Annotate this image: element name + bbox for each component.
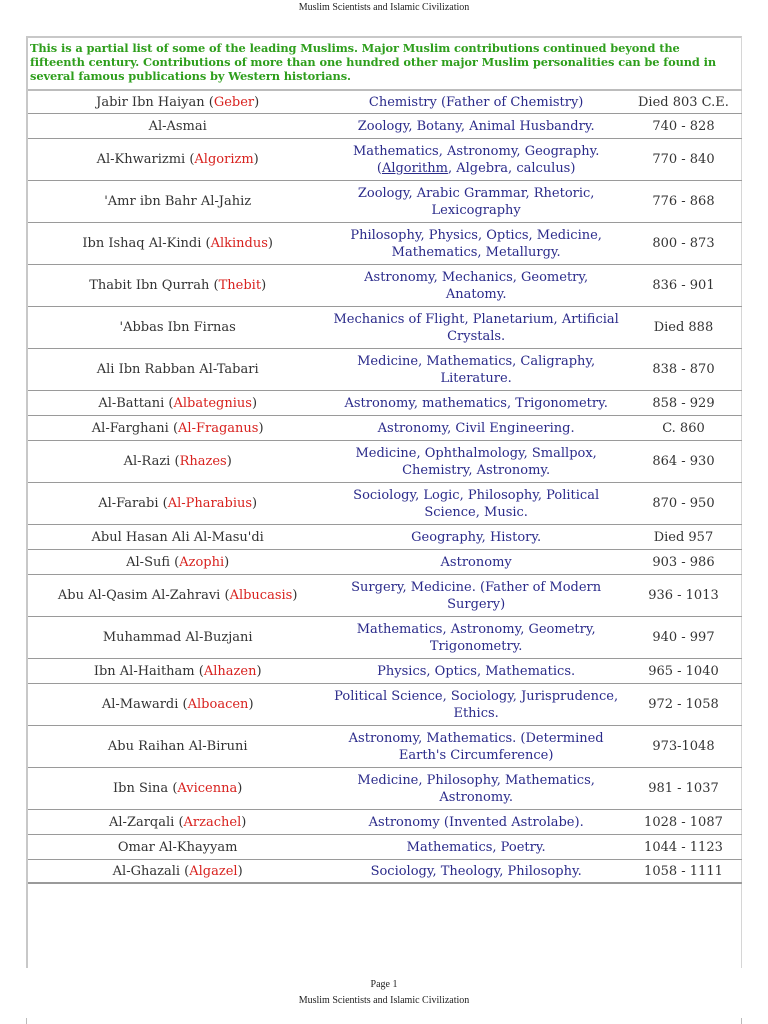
intro-note: This is a partial list of some of the leading Muslims. Major Muslim contributions continued beyond the fifteenth century. Contributions of more than one hundred other major Muslim personalities can be found in several famous publications by Western historians. [30, 41, 717, 83]
name-text: 'Abbas Ibn Firnas [119, 320, 236, 335]
table-row [28, 574, 742, 616]
contribution-field [327, 658, 625, 683]
life-dates: Died 957 [625, 524, 742, 549]
contribution-field [327, 138, 625, 180]
life-dates: 1044 - 1123 [625, 834, 742, 859]
table-row [28, 180, 742, 222]
life-dates: 858 - 929 [625, 390, 742, 415]
field-text: Zoology, Botany, Animal Husbandry. [357, 118, 595, 134]
table-row [28, 683, 742, 725]
contribution-field [327, 306, 625, 348]
field-text: Mathematics, Astronomy, Geometry, Trigonometry. [356, 621, 596, 654]
contribution-field [327, 482, 625, 524]
name-text: Jabir Ibn Haiyan [96, 94, 205, 110]
page-footer: Muslim Scientists and Islamic Civilization [298, 995, 470, 1006]
name-text: Abul Hasan Ali Al-Masu'di [91, 529, 264, 545]
contribution-field [327, 524, 625, 549]
scientist-name [28, 180, 327, 222]
name-text: Thabit Ibn Qurrah [89, 278, 210, 293]
scientist-name [28, 524, 327, 549]
latin-name: Al-Fraganus [178, 420, 259, 436]
table-row [28, 482, 742, 524]
latin-name: Al-Pharabius [167, 496, 253, 511]
scientist-name [28, 306, 327, 348]
field-text: Astronomy, Civil Engineering. [377, 420, 575, 436]
scientist-name: Al-Farghani (Al-Fraganus) [28, 415, 327, 440]
latin-name: Albucasis [229, 588, 293, 603]
scientists-table [28, 89, 742, 884]
field-text: Zoology, Arabic Grammar, Rhetoric, Lexicography [357, 185, 595, 218]
scientist-name: Al-Mawardi (Alboacen) [28, 683, 327, 725]
life-dates: 965 - 1040 [625, 658, 742, 683]
contribution-field [327, 859, 625, 884]
table-row [28, 440, 742, 482]
scientist-name: Ibn Sina (Avicenna) [28, 767, 327, 809]
life-dates: Died 888 [625, 306, 742, 348]
field-text: Astronomy, mathematics, Trigonometry. [344, 395, 608, 411]
contribution-field [327, 549, 625, 574]
table-row [28, 524, 742, 549]
field-text: Mechanics of Flight, Planetarium, Artificial Crystals. [333, 311, 619, 344]
field-text: Physics, Optics, Mathematics. [377, 663, 576, 679]
name-text: Omar Al-Khayyam [117, 839, 238, 855]
scientist-name: Ibn Ishaq Al-Kindi (Alkindus) [28, 222, 327, 264]
name-text: Al-Sufi [126, 554, 171, 570]
field-text: Astronomy (Invented Astrolabe). [368, 814, 584, 830]
field-text: Medicine, Mathematics, Caligraphy, Literature. [357, 353, 596, 386]
life-dates: 1028 - 1087 [625, 809, 742, 834]
field-text: Mathematics, Astronomy, Geography. [352, 143, 600, 159]
life-dates: 740 - 828 [625, 113, 742, 138]
name-text: Ibn Ishaq Al-Kindi [82, 236, 202, 251]
life-dates: 936 - 1013 [625, 574, 742, 616]
scientist-name [28, 834, 327, 859]
name-text: Al-Razi [123, 454, 171, 469]
contribution-field [327, 440, 625, 482]
life-dates: 836 - 901 [625, 264, 742, 306]
contribution-field [327, 809, 625, 834]
table-row [28, 725, 742, 767]
contribution-field [327, 574, 625, 616]
table-row [28, 348, 742, 390]
field-text: Mathematics, Poetry. [406, 839, 546, 855]
life-dates: C. 860 [625, 415, 742, 440]
latin-name: Rhazes [179, 454, 227, 469]
scientist-name: Abu Al-Qasim Al-Zahravi (Albucasis) [28, 574, 327, 616]
life-dates: 1058 - 1111 [625, 859, 742, 884]
scientist-name: Al-Khwarizmi (Algorizm) [28, 138, 327, 180]
table-row [28, 809, 742, 834]
scientist-name: Al-Zarqali (Arzachel) [28, 809, 327, 834]
field-text: Chemistry (Father of Chemistry) [368, 94, 584, 110]
field-text: Sociology, Logic, Philosophy, Political Science, Music. [353, 487, 600, 520]
field-text: Astronomy [440, 554, 512, 570]
contribution-field [327, 725, 625, 767]
field-text: Philosophy, Physics, Optics, Medicine, Mathematics, Metallurgy. [350, 227, 602, 260]
name-text: Al-Asmai [148, 118, 207, 134]
scientist-name: Al-Sufi (Azophi) [28, 549, 327, 574]
life-dates: 981 - 1037 [625, 767, 742, 809]
name-text: 'Amr ibn Bahr Al-Jahiz [104, 194, 252, 209]
scientist-name: Thabit Ibn Qurrah (Thebit) [28, 264, 327, 306]
life-dates: 903 - 986 [625, 549, 742, 574]
table-row [28, 89, 742, 113]
life-dates: 770 - 840 [625, 138, 742, 180]
table-row [28, 390, 742, 415]
scientist-name: Jabir Ibn Haiyan (Geber) [28, 89, 327, 113]
latin-name: Albategnius [173, 395, 252, 411]
scientist-name [28, 113, 327, 138]
latin-name: Azophi [179, 554, 225, 570]
scientist-name [28, 616, 327, 658]
table-row [28, 306, 742, 348]
contribution-field [327, 767, 625, 809]
latin-name: Algazel [189, 863, 238, 879]
name-text: Ibn Al-Haitham [93, 663, 195, 679]
life-dates: Died 803 C.E. [625, 89, 742, 113]
contribution-field [327, 834, 625, 859]
name-text: Al-Battani [98, 395, 165, 411]
name-text: Al-Zarqali [109, 814, 175, 830]
latin-name: Thebit [218, 278, 262, 293]
table-row [28, 264, 742, 306]
table-row [28, 222, 742, 264]
algorithm-link[interactable]: Algorithm [381, 160, 448, 176]
life-dates: 776 - 868 [625, 180, 742, 222]
field-text: Geography, History. [411, 529, 542, 545]
field-text: Medicine, Philosophy, Mathematics, Astronomy. [357, 772, 595, 805]
name-text: Muhammad Al-Buzjani [102, 630, 253, 645]
name-text: Ali Ibn Rabban Al-Tabari [96, 362, 259, 377]
table-row [28, 767, 742, 809]
table-row [28, 834, 742, 859]
contribution-field [327, 113, 625, 138]
latin-name: Arzachel [183, 814, 242, 830]
table-row [28, 859, 742, 884]
name-text: Al-Farghani [91, 420, 169, 436]
scientist-name: Al-Razi (Rhazes) [28, 440, 327, 482]
field-text: Astronomy, Mechanics, Geometry, Anatomy. [364, 269, 589, 302]
page-header: Muslim Scientists and Islamic Civilization [298, 2, 470, 13]
life-dates: 838 - 870 [625, 348, 742, 390]
life-dates: 973-1048 [625, 725, 742, 767]
field-text: Medicine, Ophthalmology, Smallpox, Chemistry, Astronomy. [355, 445, 597, 478]
name-text: Abu Raihan Al-Biruni [107, 739, 248, 754]
contribution-field [327, 348, 625, 390]
latin-name: Geber [213, 94, 255, 110]
table-row [28, 138, 742, 180]
name-text: Al-Mawardi [101, 697, 179, 712]
life-dates: 864 - 930 [625, 440, 742, 482]
latin-name: Alboacen [187, 697, 249, 712]
table-row [28, 616, 742, 658]
name-text: Al-Farabi [98, 496, 159, 511]
scientist-name [28, 725, 327, 767]
field-text: Political Science, Sociology, Jurisprudence, Ethics. [334, 688, 619, 721]
name-text: Ibn Sina [113, 781, 169, 796]
latin-name: Alhazen [203, 663, 257, 679]
scientist-name: Al-Ghazali (Algazel) [28, 859, 327, 884]
table-row [28, 658, 742, 683]
field-extra-open: ( [376, 160, 382, 176]
field-extra: , Algebra, calculus) [447, 160, 576, 176]
contribution-field [327, 415, 625, 440]
latin-name: Avicenna [177, 781, 238, 796]
field-text: Sociology, Theology, Philosophy. [370, 863, 582, 879]
scientist-name: Ibn Al-Haitham (Alhazen) [28, 658, 327, 683]
name-text: Al-Ghazali [112, 863, 181, 879]
contribution-field [327, 89, 625, 113]
field-text: Astronomy, Mathematics. (Determined Earth's Circumference) [348, 730, 604, 763]
name-text: Abu Al-Qasim Al-Zahravi [57, 588, 221, 603]
life-dates: 870 - 950 [625, 482, 742, 524]
life-dates: 800 - 873 [625, 222, 742, 264]
scientist-name [28, 348, 327, 390]
latin-name: Algorizm [194, 152, 254, 167]
name-text: Al-Khwarizmi [96, 152, 186, 167]
contribution-field [327, 222, 625, 264]
contribution-field [327, 264, 625, 306]
field-text: Surgery, Medicine. (Father of Modern Surgery) [351, 579, 602, 612]
table-row [28, 113, 742, 138]
scientist-name: Al-Farabi (Al-Pharabius) [28, 482, 327, 524]
life-dates: 972 - 1058 [625, 683, 742, 725]
life-dates: 940 - 997 [625, 616, 742, 658]
contribution-field [327, 390, 625, 415]
scientist-name: Al-Battani (Albategnius) [28, 390, 327, 415]
page-number: Page 1 [370, 979, 398, 990]
contribution-field [327, 616, 625, 658]
table-row [28, 549, 742, 574]
table-row [28, 415, 742, 440]
contribution-field [327, 683, 625, 725]
latin-name: Alkindus [210, 236, 268, 251]
contribution-field [327, 180, 625, 222]
next-page-edge [0, 1018, 768, 1024]
